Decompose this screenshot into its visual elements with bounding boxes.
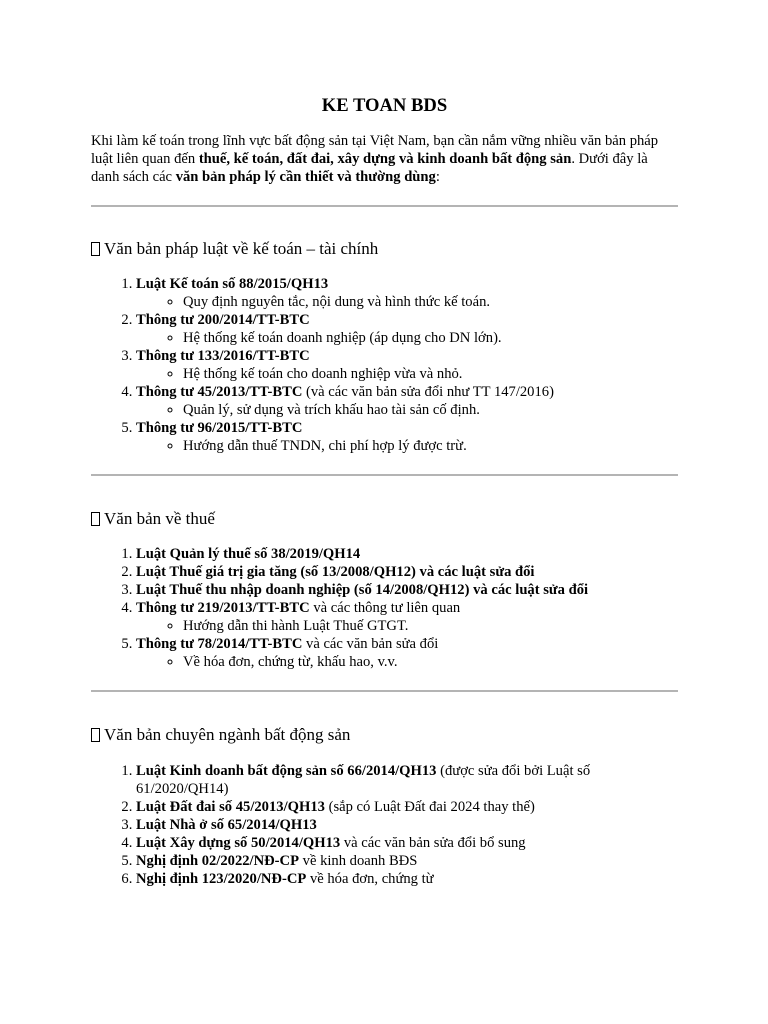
document-title: KE TOAN BDS bbox=[321, 95, 448, 116]
list-item bbox=[136, 762, 678, 798]
sub-list bbox=[136, 401, 678, 419]
list-item bbox=[136, 419, 678, 455]
item-bold: Luật Kế toán số 88/2015/QH13 bbox=[136, 276, 329, 292]
item-bold: Luật Nhà ở số 65/2014/QH13 bbox=[136, 817, 317, 833]
section-title bbox=[91, 508, 678, 530]
item-rest: và các văn bản sửa đổi bbox=[302, 636, 439, 652]
sub-item: ◦ Về hóa đơn, chứng từ, khấu hao, v.v. bbox=[183, 653, 678, 671]
sub-list bbox=[136, 293, 678, 311]
sub-item: ◦ Hệ thống kế toán doanh nghiệp (áp dụng cho DN lớn). bbox=[183, 329, 678, 347]
sub-item: ◦ Hướng dẫn thuế TNDN, chi phí hợp lý được trừ. bbox=[183, 437, 678, 455]
section-title-text: Văn bản pháp luật về kế toán – tài chính bbox=[104, 239, 379, 258]
list-item bbox=[136, 635, 678, 671]
missing-glyph-icon bbox=[91, 728, 100, 742]
list-item bbox=[136, 852, 678, 870]
item-bold: Luật Quản lý thuế số 38/2019/QH14 bbox=[136, 546, 361, 562]
missing-glyph-icon bbox=[91, 512, 100, 526]
intro-bold-1: thuế, kế toán, đất đai, xây dựng và kinh doanh bất động sản bbox=[198, 151, 572, 167]
item-bold: Nghị định 02/2022/NĐ-CP bbox=[136, 853, 299, 869]
intro-paragraph bbox=[91, 118, 678, 186]
sub-list bbox=[136, 365, 678, 383]
item-rest: (được sửa đổi bởi Luật số 61/2020/QH14) bbox=[136, 763, 591, 797]
list-item bbox=[136, 347, 678, 383]
item-bold: Luật Đất đai số 45/2013/QH13 bbox=[136, 799, 325, 815]
item-rest: về hóa đơn, chứng từ bbox=[306, 871, 434, 887]
item-bold: Nghị định 123/2020/NĐ-CP bbox=[136, 871, 307, 887]
item-bold: Thông tư 78/2014/TT-BTC bbox=[136, 636, 303, 652]
sub-list bbox=[136, 329, 678, 347]
list-item bbox=[136, 545, 678, 563]
sub-list bbox=[136, 653, 678, 671]
list-item bbox=[136, 311, 678, 347]
item-rest: (sắp có Luật Đất đai 2024 thay thế) bbox=[324, 799, 535, 815]
list-item bbox=[136, 563, 678, 581]
section-title bbox=[91, 238, 678, 260]
list-item bbox=[136, 383, 678, 419]
item-bold: Luật Xây dựng số 50/2014/QH13 bbox=[136, 835, 341, 851]
sub-item: ◦ Quản lý, sử dụng và trích khấu hao tài sản cố định. bbox=[183, 401, 678, 419]
item-bold: Thông tư 96/2015/TT-BTC bbox=[136, 420, 303, 436]
intro-text-3: : bbox=[435, 169, 440, 185]
intro-text-2: . Dưới đây là danh sách các bbox=[91, 151, 648, 185]
item-rest: (và các văn bản sửa đổi như TT 147/2016) bbox=[302, 384, 554, 400]
intro-text-1: Khi làm kế toán trong lĩnh vực bất động sản tại Việt Nam, bạn cần nắm vững nhiều văn bản pháp luật liên quan đến bbox=[91, 133, 659, 167]
section-title-text: Văn bản về thuế bbox=[104, 509, 215, 528]
section-title bbox=[91, 724, 678, 746]
section-list bbox=[91, 545, 678, 671]
item-bold: Thông tư 200/2014/TT-BTC bbox=[136, 312, 310, 328]
divider bbox=[91, 474, 678, 476]
list-item bbox=[136, 870, 678, 888]
sub-item: ◦ Hướng dẫn thi hành Luật Thuế GTGT. bbox=[183, 617, 678, 635]
sub-item: ◦ Hệ thống kế toán cho doanh nghiệp vừa và nhỏ. bbox=[183, 365, 678, 383]
list-item bbox=[136, 581, 678, 599]
section-list bbox=[91, 275, 678, 455]
sub-item: ◦ Quy định nguyên tắc, nội dung và hình thức kế toán. bbox=[183, 293, 678, 311]
list-item bbox=[136, 798, 678, 816]
item-rest: về kinh doanh BĐS bbox=[299, 853, 418, 869]
item-bold: Thông tư 219/2013/TT-BTC bbox=[136, 600, 310, 616]
item-rest: và các thông tư liên quan bbox=[309, 600, 461, 616]
sub-list bbox=[136, 437, 678, 455]
intro-bold-2: văn bản pháp lý cần thiết và thường dùng bbox=[175, 169, 436, 185]
item-bold: Luật Thuế giá trị gia tăng (số 13/2008/QH12) và các luật sửa đổi bbox=[136, 564, 535, 580]
section-list bbox=[91, 762, 678, 888]
missing-glyph-icon bbox=[91, 242, 100, 256]
divider bbox=[91, 690, 678, 692]
list-item bbox=[136, 834, 678, 852]
item-bold: Thông tư 133/2016/TT-BTC bbox=[136, 348, 310, 364]
list-item bbox=[136, 275, 678, 311]
item-bold: Luật Thuế thu nhập doanh nghiệp (số 14/2008/QH12) và các luật sửa đổi bbox=[136, 582, 589, 598]
sub-list bbox=[136, 617, 678, 635]
item-bold: Luật Kinh doanh bất động sản số 66/2014/QH13 bbox=[136, 763, 437, 779]
list-item bbox=[136, 816, 678, 834]
divider bbox=[91, 205, 678, 207]
item-bold: Thông tư 45/2013/TT-BTC bbox=[136, 384, 303, 400]
section-title-text: Văn bản chuyên ngành bất động sản bbox=[104, 725, 351, 744]
item-rest: và các văn bản sửa đổi bổ sung bbox=[340, 835, 526, 851]
list-item bbox=[136, 599, 678, 635]
